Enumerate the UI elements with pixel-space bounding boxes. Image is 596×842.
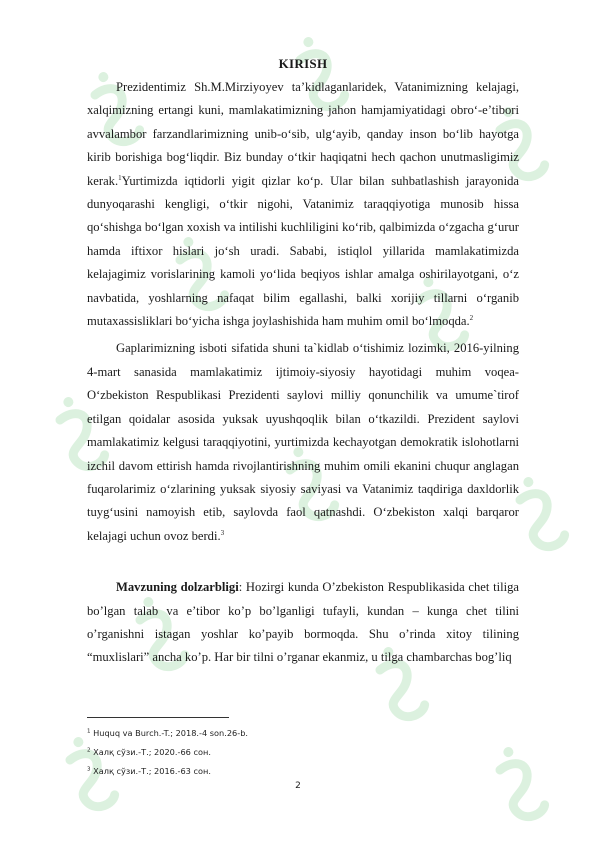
footnote-item <box>87 724 519 743</box>
page-title: KIRISH <box>278 56 328 71</box>
paragraph-intro <box>87 76 519 333</box>
paragraph-relevance <box>87 576 519 670</box>
footnote-ref-3[interactable]: 3 <box>220 528 225 537</box>
footnote-ref-2[interactable]: 2 <box>469 313 474 322</box>
paragraph-intro-text-1: Prezidentimiz Sh.M.Mirziyoyev ta’kidlaganlaridek, Vatanimizning kelajagi, xalqimizning ertangi kuni, mamlakatimizning jahon hamjamiyatidagi obro‘-e’tibori avvalambor farzandlarimizning unib-o‘sib, ulg‘ayib, qanday inson bo‘lib hayotga kirib borishiga bog‘liqdir. Biz bunday o‘tkir haqiqatni hech qachon unutmasligimiz kerak. <box>87 80 519 188</box>
footnote-text: Huquq va Burch.-T.; 2018.-4 son.26-b. <box>90 728 249 738</box>
paragraph-relevance-text: : Hozirgi kunda O’zbekiston Respublikasida chet tiliga bo’lgan talab va e’tibor ko’p bo’lganligi tufayli, kundan – kunga chet tilini o’rganishni istagan yoshlar ko’payib bormoqda. Shu o’rinda xitoy tilining “muxlislari” ancha ko’p. Har bir tilni o’rganar ekanmiz, u tilga chambarchas bog’liq <box>87 580 519 665</box>
footnote-number: 1 <box>87 728 91 735</box>
footnote-number: 2 <box>87 747 91 754</box>
footnote-text: Халқ сўзи.-Т.; 2020.-66 сон. <box>90 747 211 757</box>
footnote-separator <box>87 717 229 718</box>
paragraph-intro-text-2: Yurtimizda iqtidorli yigit qizlar ko‘p. Ular bilan suhbatlashish jarayonida dunyoqarashi kengligi, o‘tkir nigohi, Vatanimiz taraqqiyotiga munosib hissa qo‘shishga bo‘lgan xoxish va intilishi kuchliligini ko‘rib, qalbimizda o‘zgacha g‘urur hamda iftixor hislari jo‘sh uradi. Sababi, istiqlol yillarida mamlakatimizda kelajagimiz vorislarining kamoli yo‘lida beqiyos ishlar amalga oshirilayotgani, o‘z navbatida, yoshlarning nafaqat bilim egallashi, balki xorijiy tillarni o‘rganib mutaxassisliklari bo‘yicha ishga joylashishida ham muhim omil bo‘lmoqda. <box>87 173 519 329</box>
footnote-item <box>87 743 519 762</box>
page-number: 2 <box>295 781 301 791</box>
footnote-ref-1[interactable]: 1 <box>118 173 122 182</box>
footnotes <box>87 724 519 781</box>
footnote-text: Халқ сўзи.-Т.; 2016.-63 сон. <box>90 766 211 776</box>
footnote-number: 3 <box>87 766 91 773</box>
paragraph-elections-text: Gaplarimizning isboti sifatida shuni ta`kidlab o‘tishimiz lozimki, 2016-yilning 4-mart sanasida mamlakatimiz ijtimoiy-siyosiy hayotidagi muhim voqea- O‘zbekiston Respublikasi Prezidenti saylovi milliy qonunchilik va umume`tirof etilgan qoidalar asosida yuksak uyushqoqlik bilan o‘tkazildi. Prezident saylovi mamlakatimiz kelgusi taraqqiyotini, yurtimizda kechayotgan demokratik islohotlarni izchil davom ettirish hamda rivojlantirishning muhim omili ekanini chuqur anglagan fuqarolarimiz o‘zlarining yuksak siyosiy saviyasi va Vatanimiz taqdiriga daxldorlik tuyg‘usini namoyish etib, saylovda faol qatnashdi. O‘zbekiston xalqi barqaror kelajagi uchun ovoz berdi. <box>87 341 519 543</box>
footnote-item <box>87 762 519 781</box>
paragraph-elections <box>87 337 519 548</box>
document-body <box>87 56 519 670</box>
relevance-heading: Mavzuning dolzarbligi <box>116 580 239 595</box>
